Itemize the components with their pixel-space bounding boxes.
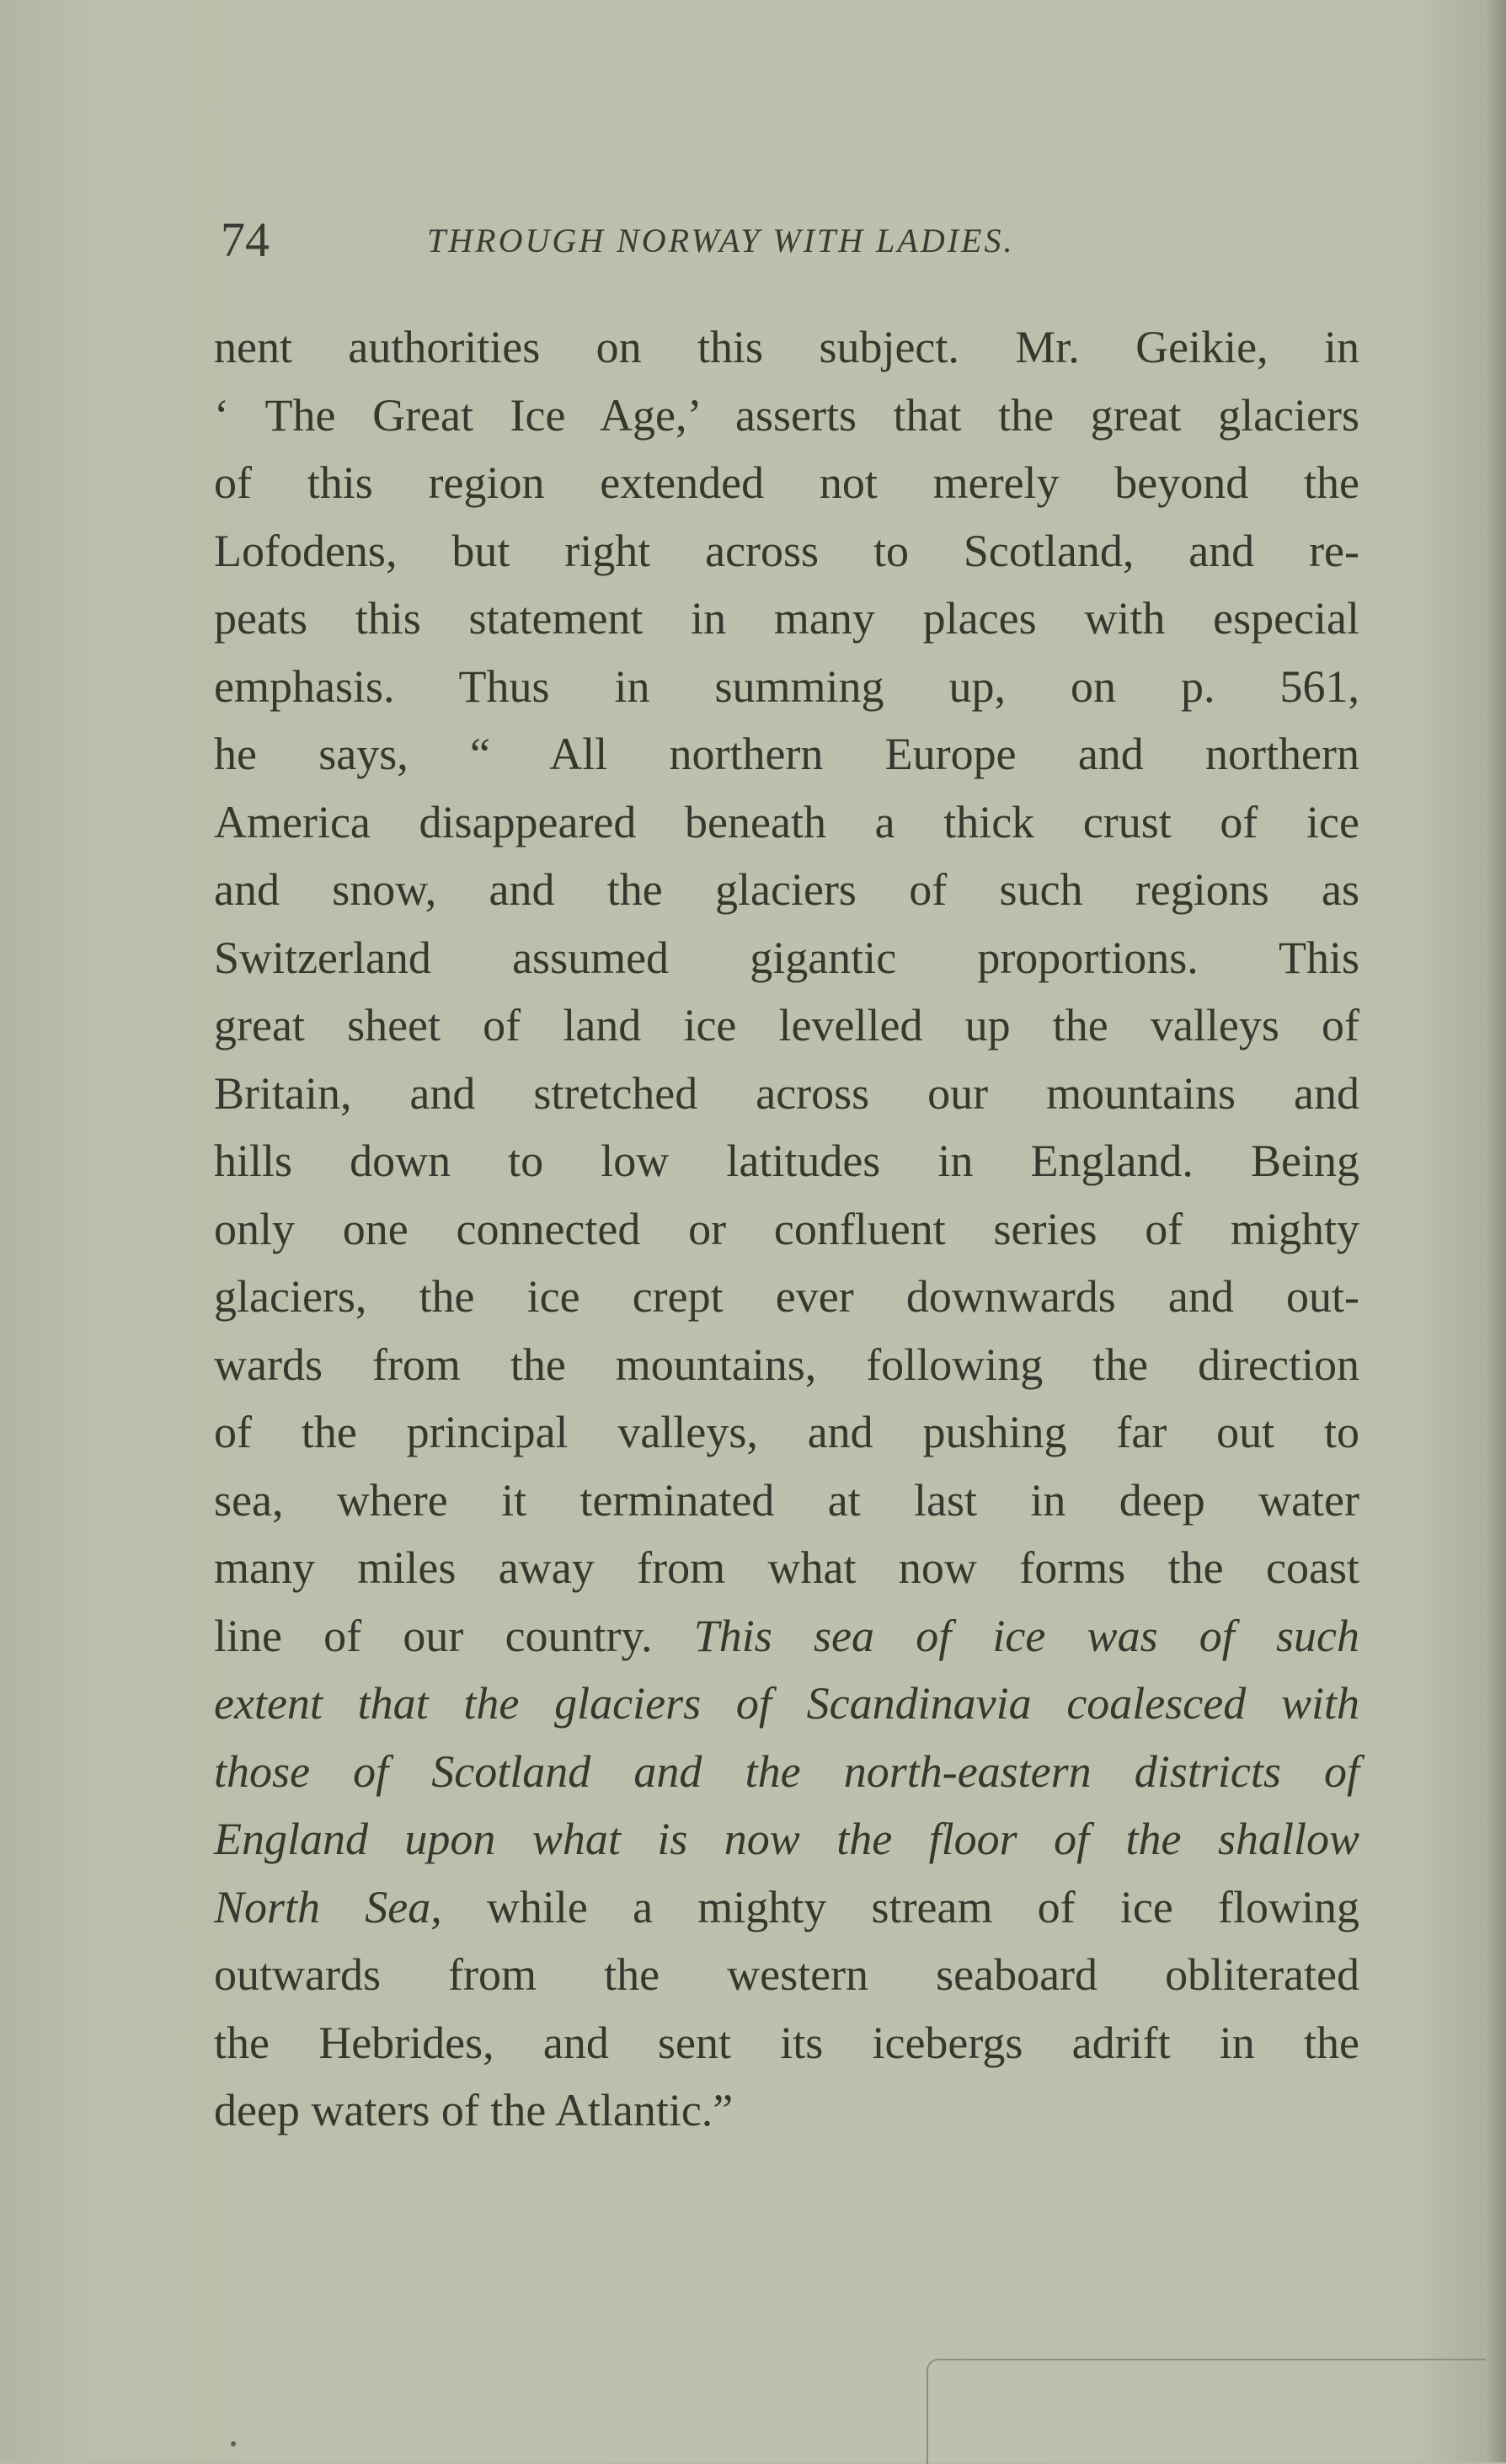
italic-text-segment: North Sea, <box>214 1881 442 1932</box>
text-segment: Britain, and stretched across our mountains and <box>214 1067 1359 1119</box>
text-line <box>214 924 1359 992</box>
text-line <box>214 1263 1359 1331</box>
text-line <box>214 1873 1359 1942</box>
text-line <box>214 788 1359 857</box>
text-line <box>214 382 1359 450</box>
italic-text-segment: those of Scotland and the north-eastern districts of <box>214 1745 1359 1797</box>
text-line <box>214 1738 1359 1806</box>
text-segment: great sheet of land ice levelled up the valleys of <box>214 1000 1359 1050</box>
text-line <box>214 1195 1359 1264</box>
text-line <box>214 449 1359 517</box>
text-line <box>214 991 1359 1060</box>
text-line <box>214 720 1359 788</box>
text-line <box>214 517 1359 585</box>
text-segment: nent authorities on this subject. Mr. Geikie, in <box>214 322 1359 372</box>
text-line <box>214 1941 1359 2009</box>
ink-speck <box>231 2441 236 2446</box>
page-header <box>221 211 1198 270</box>
text-segment: emphasis. Thus in summing up, on p. 561, <box>214 660 1359 712</box>
text-segment: deep waters of the Atlantic.” <box>214 2085 734 2135</box>
text-segment: he says, “ All northern Europe and northern <box>214 729 1359 779</box>
text-line <box>214 1467 1359 1535</box>
text-segment: glaciers, the ice crept ever downwards and out- <box>214 1271 1359 1322</box>
text-segment: and snow, and the glaciers of such regions as <box>214 864 1359 915</box>
bottom-corner-mark <box>927 2359 1486 2464</box>
text-line <box>214 1670 1359 1738</box>
text-segment: Lofodens, but right across to Scotland, and re- <box>214 525 1359 576</box>
text-line <box>214 2076 1359 2145</box>
italic-text-segment: England upon what is now the floor of the shallow <box>214 1814 1359 1864</box>
running-head: THROUGH NORWAY WITH LADIES. <box>427 222 1015 259</box>
italic-text-segment: extent that the glaciers of Scandinavia coalesced with <box>214 1678 1359 1729</box>
text-line <box>214 856 1359 924</box>
text-segment: ‘ The Great Ice Age,’ asserts that the great glaciers <box>214 389 1359 441</box>
text-segment: hills down to low latitudes in England. Being <box>214 1136 1359 1186</box>
text-line <box>214 1331 1359 1399</box>
text-segment: of this region extended not merely beyond the <box>214 457 1359 508</box>
text-segment: sea, where it terminated at last in deep water <box>214 1474 1359 1526</box>
text-line <box>214 1398 1359 1467</box>
text-segment: the Hebrides, and sent its icebergs adrift in the <box>214 2017 1359 2068</box>
text-segment: Switzerland assumed gigantic proportions. This <box>214 932 1359 983</box>
text-segment: while a mighty stream of ice flowing <box>441 1881 1359 1932</box>
text-line <box>214 1127 1359 1195</box>
text-line <box>214 585 1359 653</box>
text-line <box>214 653 1359 721</box>
text-line <box>214 1534 1359 1602</box>
text-segment: only one connected or confluent series of mighty <box>214 1203 1359 1254</box>
text-segment: line of our country. <box>214 1610 694 1661</box>
text-line <box>214 2009 1359 2077</box>
text-segment: peats this statement in many places with especial <box>214 593 1359 644</box>
text-line <box>214 1805 1359 1873</box>
text-segment: America disappeared beneath a thick crust of ice <box>214 796 1359 847</box>
text-line <box>214 1060 1359 1128</box>
text-segment: of the principal valleys, and pushing far out to <box>214 1407 1359 1457</box>
text-segment: many miles away from what now forms the coast <box>214 1542 1359 1593</box>
text-line <box>214 313 1359 382</box>
italic-text-segment: This sea of ice was of such <box>693 1610 1359 1661</box>
text-segment: outwards from the western seaboard obliterated <box>214 1949 1359 2000</box>
page-number: 74 <box>221 212 270 267</box>
text-segment: wards from the mountains, following the direction <box>214 1339 1359 1390</box>
page-edge-shadow <box>1484 0 1506 2462</box>
text-line <box>214 1602 1359 1670</box>
body-paragraph <box>214 313 1359 2145</box>
